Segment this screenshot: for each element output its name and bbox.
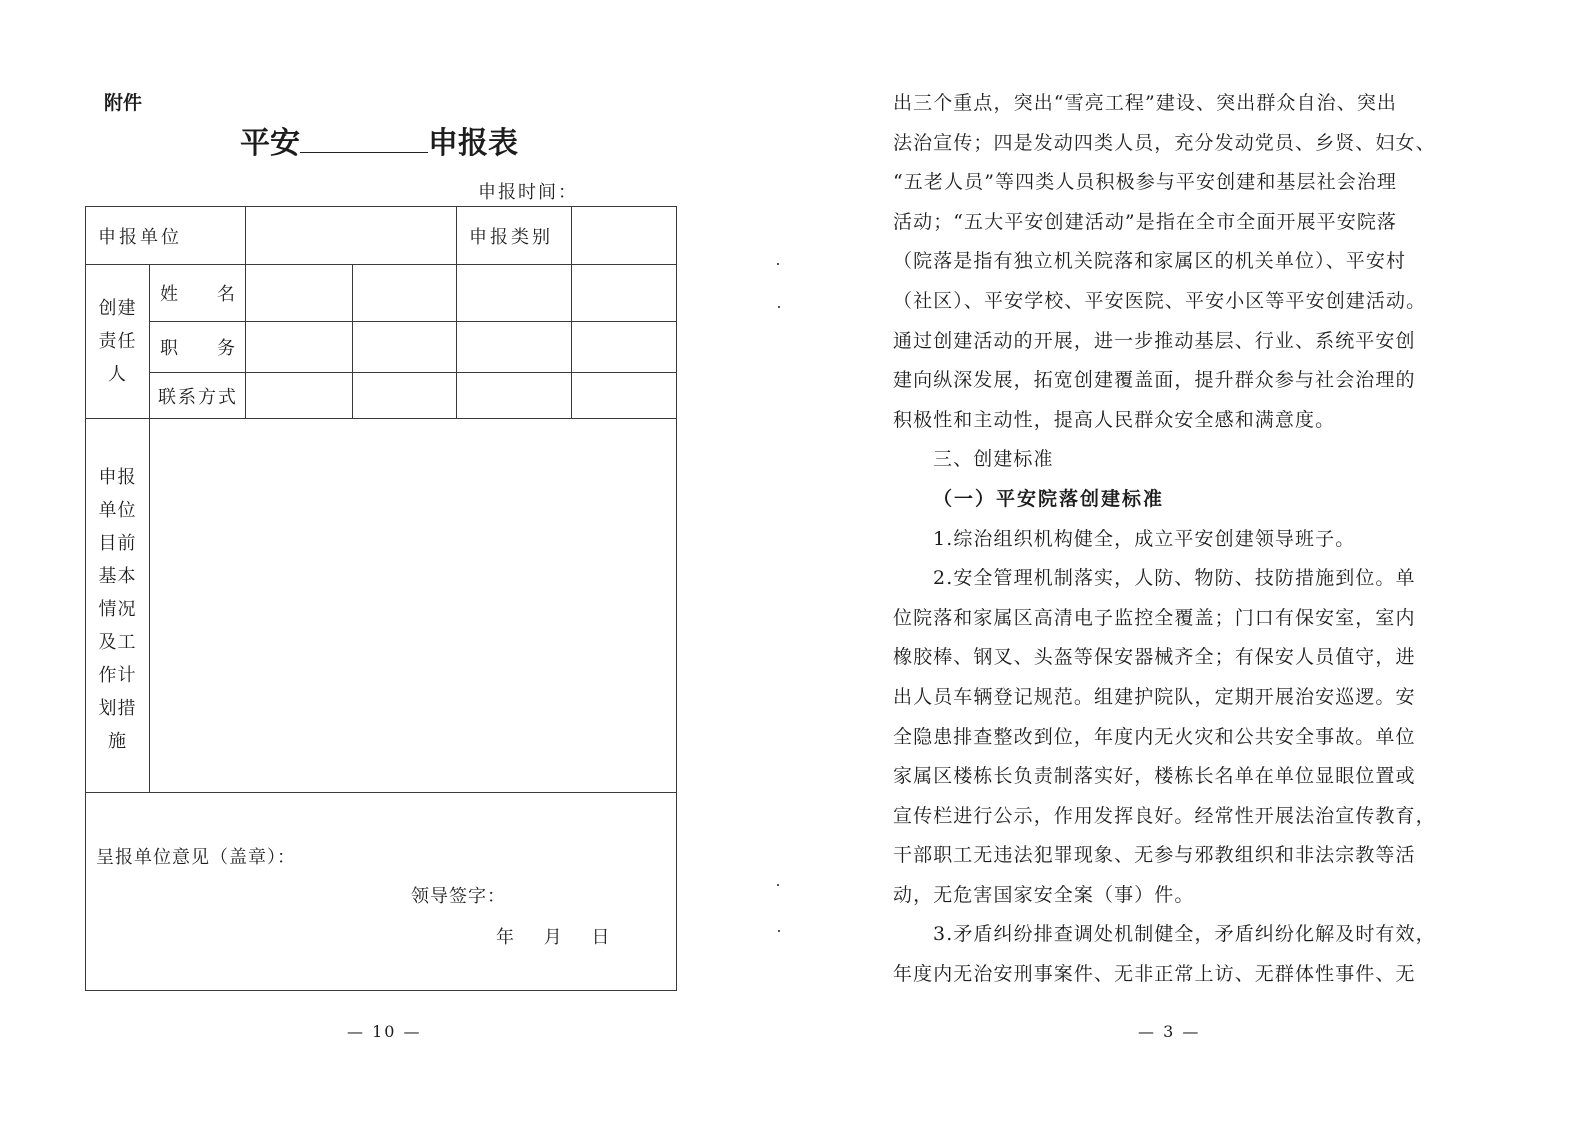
body-line: 积极性和主动性，提高人民群众安全感和满意度。	[893, 408, 1336, 431]
name-value-cell[interactable]	[246, 265, 353, 322]
date-label: 年 月 日	[496, 927, 610, 948]
body-line: 3.矛盾纠纷排查调处机制健全，矛盾纠纷化解及时有效，	[933, 923, 1436, 946]
label-char: 基本	[98, 566, 137, 587]
body-line: “五老人员”等四类人员积极参与平安创建和基层社会治理	[893, 171, 1398, 194]
body-line: 通过创建活动的开展，进一步推动基层、行业、系统平安创	[893, 329, 1416, 352]
label-char: 施	[108, 731, 127, 752]
label-char: 目前	[98, 533, 137, 554]
name-label-cell	[150, 265, 246, 322]
body-line: 家属区楼栋长负责制落实好，楼栋长名单在单位显眼位置或	[893, 765, 1416, 788]
label-char: 创建	[98, 298, 137, 319]
situation-value-cell[interactable]	[150, 419, 677, 793]
name-label-char: 名	[217, 284, 235, 305]
section-heading: 三、创建标准	[933, 448, 1054, 471]
name-value-cell[interactable]	[572, 265, 677, 322]
body-line: （社区）、平安学校、平安医院、平安小区等平安创建活动。	[893, 289, 1427, 312]
contact-value-cell[interactable]	[353, 373, 457, 419]
label-char: 及工	[98, 632, 137, 653]
application-form-table	[85, 206, 677, 991]
body-line: 1.综治组织机构健全，成立平安创建领导班子。	[933, 527, 1356, 550]
body-line: 年度内无治安刑事案件、无非正常上访、无群体性事件、无	[893, 963, 1416, 986]
body-line: 橡胶棒、钢叉、头盔等保安器械齐全；有保安人员值守，进	[893, 646, 1416, 669]
opinion-cell[interactable]	[86, 793, 677, 991]
table-row	[86, 793, 677, 991]
label-char: 申报	[98, 467, 137, 488]
title-suffix: 申报表	[428, 126, 518, 161]
scan-dot	[777, 884, 779, 886]
position-label-cell	[150, 322, 246, 373]
position-label-char: 职	[160, 338, 178, 359]
table-row	[86, 265, 677, 322]
title-prefix: 平安	[240, 126, 300, 161]
opinion-label: 呈报单位意见（盖章）：	[96, 847, 296, 868]
annex-label: 附件	[104, 92, 143, 114]
contact-value-cell[interactable]	[246, 373, 353, 419]
position-label-char: 务	[217, 338, 235, 359]
position-value-cell[interactable]	[246, 322, 353, 373]
unit-label: 申报单位	[86, 207, 246, 265]
body-line: 活动；“五大平安创建活动”是指在全市全面开展平安院落	[893, 210, 1398, 233]
name-value-cell[interactable]	[353, 265, 457, 322]
right-page-body	[893, 84, 1453, 995]
position-value-cell[interactable]	[457, 322, 572, 373]
title-blank-line	[300, 118, 428, 153]
position-value-cell[interactable]	[572, 322, 677, 373]
left-page-number: — 10 —	[347, 1022, 422, 1041]
body-line: （院落是指有独立机关院落和家属区的机关单位）、平安村	[893, 250, 1407, 273]
scan-dot	[778, 306, 780, 308]
body-line: 干部职工无违法犯罪现象、无参与邪教组织和非法宗教等活	[893, 844, 1416, 867]
label-char: 责任	[98, 331, 137, 352]
name-label-char: 姓	[160, 284, 178, 305]
form-title	[240, 118, 518, 162]
contact-value-cell[interactable]	[457, 373, 572, 419]
scan-dot	[777, 263, 779, 265]
leader-sign-label: 领导签字：	[411, 886, 506, 907]
body-line: 建向纵深发展，拓宽创建覆盖面，提升群众参与社会治理的	[893, 369, 1416, 392]
scan-dot	[778, 930, 780, 932]
table-row	[86, 373, 677, 419]
body-line: 法治宣传；四是发动四类人员，充分发动党员、乡贤、妇女、	[893, 131, 1436, 154]
responsible-person-label	[86, 265, 150, 419]
label-char: 单位	[98, 500, 137, 521]
body-line: 动，无危害国家安全案（事）件。	[893, 883, 1195, 906]
body-line: 2.安全管理机制落实，人防、物防、技防措施到位。单	[933, 567, 1416, 590]
category-label: 申报类别	[457, 207, 572, 265]
label-char: 情况	[98, 599, 137, 620]
table-row	[86, 419, 677, 793]
name-value-cell[interactable]	[457, 265, 572, 322]
apply-time-label: 申报时间：	[478, 182, 578, 203]
table-row	[86, 322, 677, 373]
unit-value-cell[interactable]	[246, 207, 457, 265]
subsection-heading: （一）平安院落创建标准	[933, 487, 1165, 510]
position-value-cell[interactable]	[353, 322, 457, 373]
body-line: 出人员车辆登记规范。组建护院队，定期开展治安巡逻。安	[893, 685, 1416, 708]
body-line: 宣传栏进行公示，作用发挥良好。经常性开展法治宣传教育，	[893, 804, 1436, 827]
label-char: 人	[108, 364, 127, 385]
contact-value-cell[interactable]	[572, 373, 677, 419]
contact-label: 联系方式	[150, 373, 246, 419]
label-char: 划措	[98, 698, 137, 719]
category-value-cell[interactable]	[572, 207, 677, 265]
body-line: 位院落和家属区高清电子监控全覆盖；门口有保安室，室内	[893, 606, 1416, 629]
right-page-number: — 3 —	[1138, 1022, 1201, 1041]
body-line: 全隐患排查整改到位，年度内无火灾和公共安全事故。单位	[893, 725, 1416, 748]
label-char: 作计	[98, 665, 137, 686]
body-line: 出三个重点，突出“雪亮工程”建设、突出群众自治、突出	[893, 92, 1398, 114]
situation-label	[86, 419, 150, 793]
table-row	[86, 207, 677, 265]
